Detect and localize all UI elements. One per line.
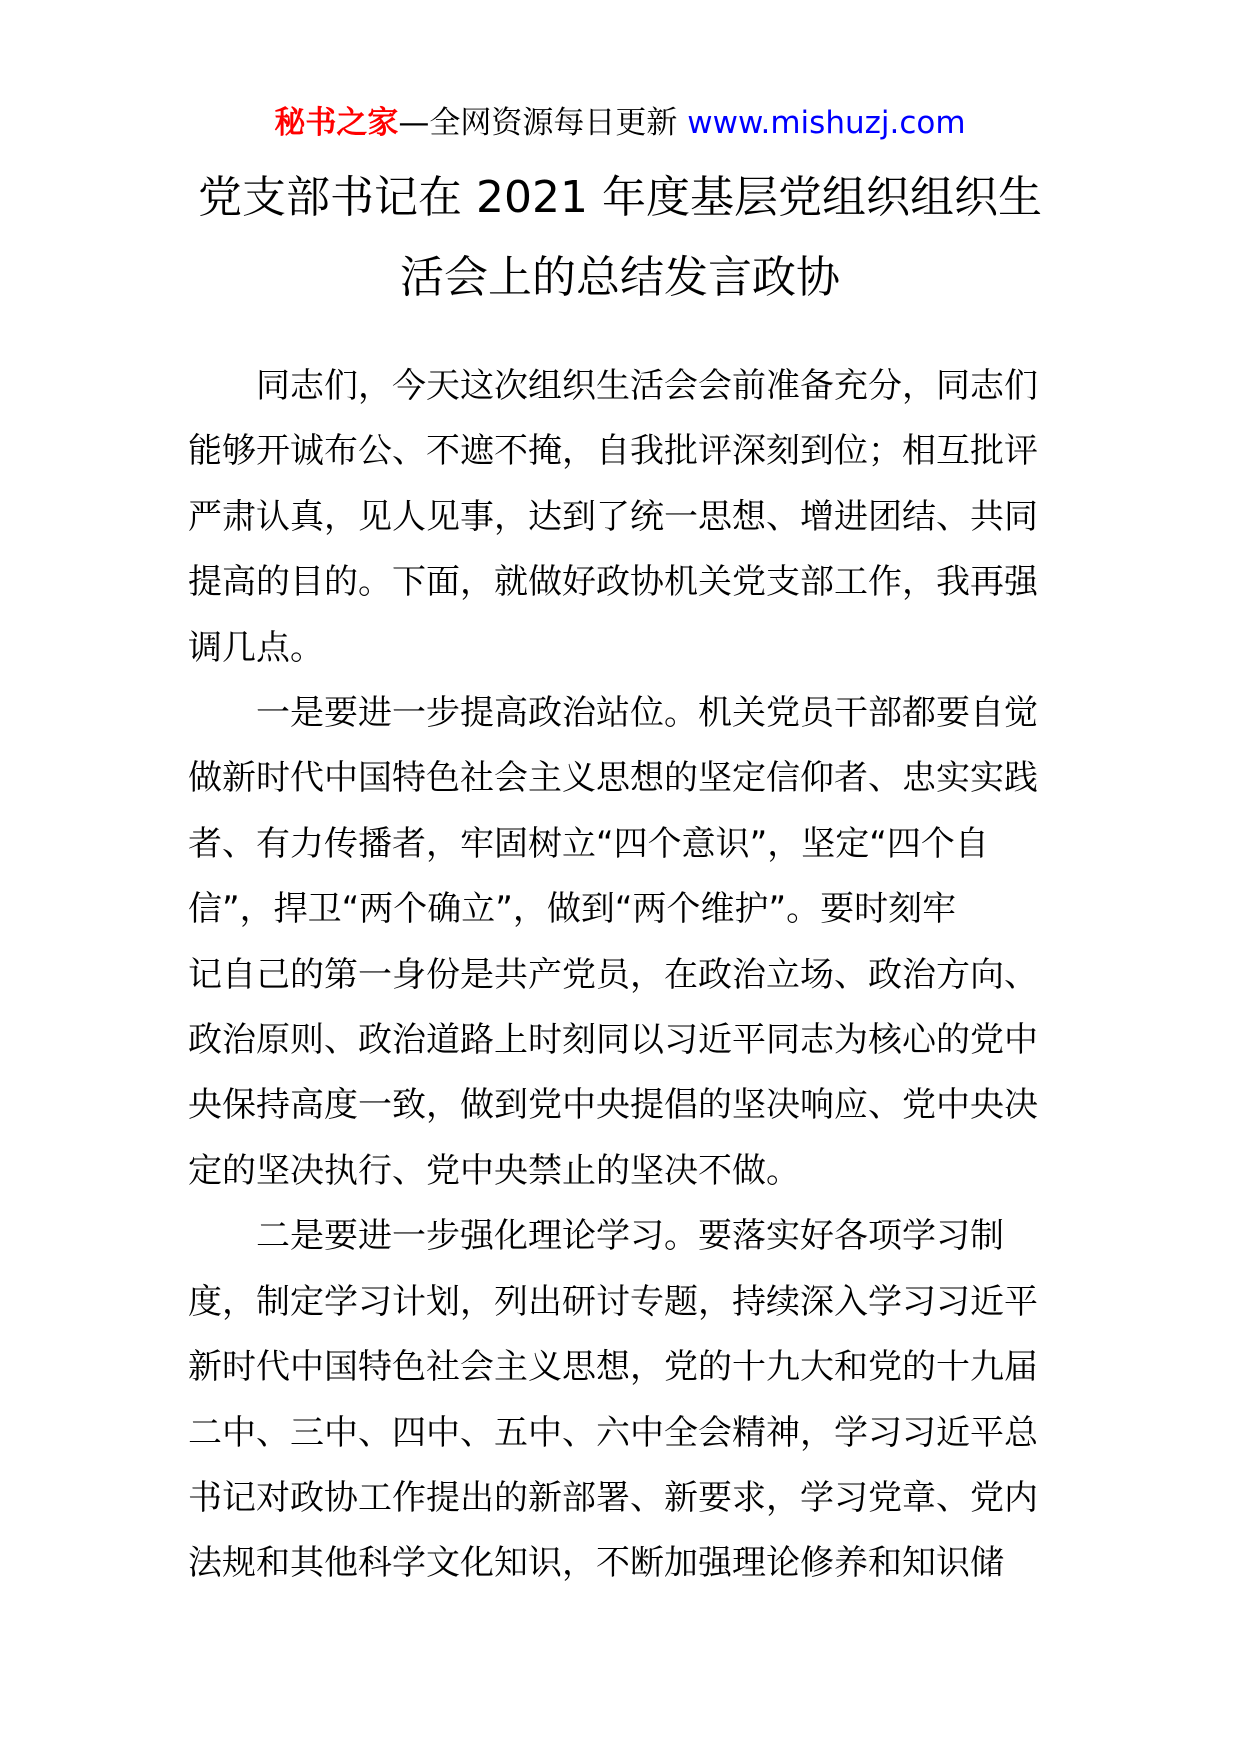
document-title bbox=[150, 158, 1090, 318]
text-line: 法规和其他科学文化知识，不断加强理论修养和知识储 bbox=[188, 1543, 1004, 1584]
text-line: 二中、三中、四中、五中、六中全会精神，学习习近平总 bbox=[188, 1412, 1038, 1453]
text-line: 度，制定学习计划，列出研讨专题，持续深入学习习近平 bbox=[188, 1281, 1038, 1322]
text-line: 一是要进一步提高政治站位。机关党员干部都要自觉 bbox=[256, 693, 1038, 734]
text-line: 严肃认真，见人见事，达到了统一思想、增进团结、共同 bbox=[188, 496, 1038, 537]
text-line: 同志们，今天这次组织生活会会前准备充分，同志们 bbox=[256, 366, 1038, 406]
text-line: 定的坚决执行、党中央禁止的坚决不做。 bbox=[188, 1150, 800, 1191]
text-line: 政治原则、政治道路上时刻同以习近平同志为核心的党中 bbox=[188, 1020, 1038, 1061]
paragraph-point-one bbox=[188, 681, 1056, 1204]
header-tagline: —全网资源每日更新 bbox=[398, 105, 688, 141]
site-url-link[interactable]: www.mishuzj.com bbox=[687, 105, 966, 141]
brand-name: 秘书之家 bbox=[274, 105, 399, 141]
title-line: 党支部书记在 2021 年度基层党组织组织生 bbox=[198, 172, 1042, 223]
text-line: 记自己的第一身份是共产党员，在政治立场、政治方向、 bbox=[188, 954, 1038, 995]
paragraph-point-two bbox=[188, 1204, 1056, 1596]
text-line: 信”，捍卫“两个确立”，做到“两个维护”。要时刻牢 bbox=[188, 889, 957, 930]
text-line: 新时代中国特色社会主义思想，党的十九大和党的十九届 bbox=[188, 1347, 1038, 1388]
document-body bbox=[188, 354, 1056, 1597]
text-line: 者、有力传播者，牢固树立“四个意识”，坚定“四个自 bbox=[188, 823, 989, 864]
text-line: 调几点。 bbox=[188, 627, 324, 668]
site-header bbox=[0, 103, 1240, 143]
text-line: 书记对政协工作提出的新部署、新要求，学习党章、党内 bbox=[188, 1477, 1038, 1518]
title-line: 活会上的总结发言政协 bbox=[400, 252, 840, 303]
text-line: 能够开诚布公、不遮不掩，自我批评深刻到位；相互批评 bbox=[188, 431, 1038, 472]
text-line: 做新时代中国特色社会主义思想的坚定信仰者、忠实实践 bbox=[188, 758, 1038, 799]
text-line: 二是要进一步强化理论学习。要落实好各项学习制 bbox=[256, 1216, 1004, 1257]
paragraph-opening bbox=[188, 354, 1056, 681]
text-line: 央保持高度一致，做到党中央提倡的坚决响应、党中央决 bbox=[188, 1085, 1038, 1126]
text-line: 提高的目的。下面，就做好政协机关党支部工作，我再强 bbox=[188, 562, 1038, 603]
